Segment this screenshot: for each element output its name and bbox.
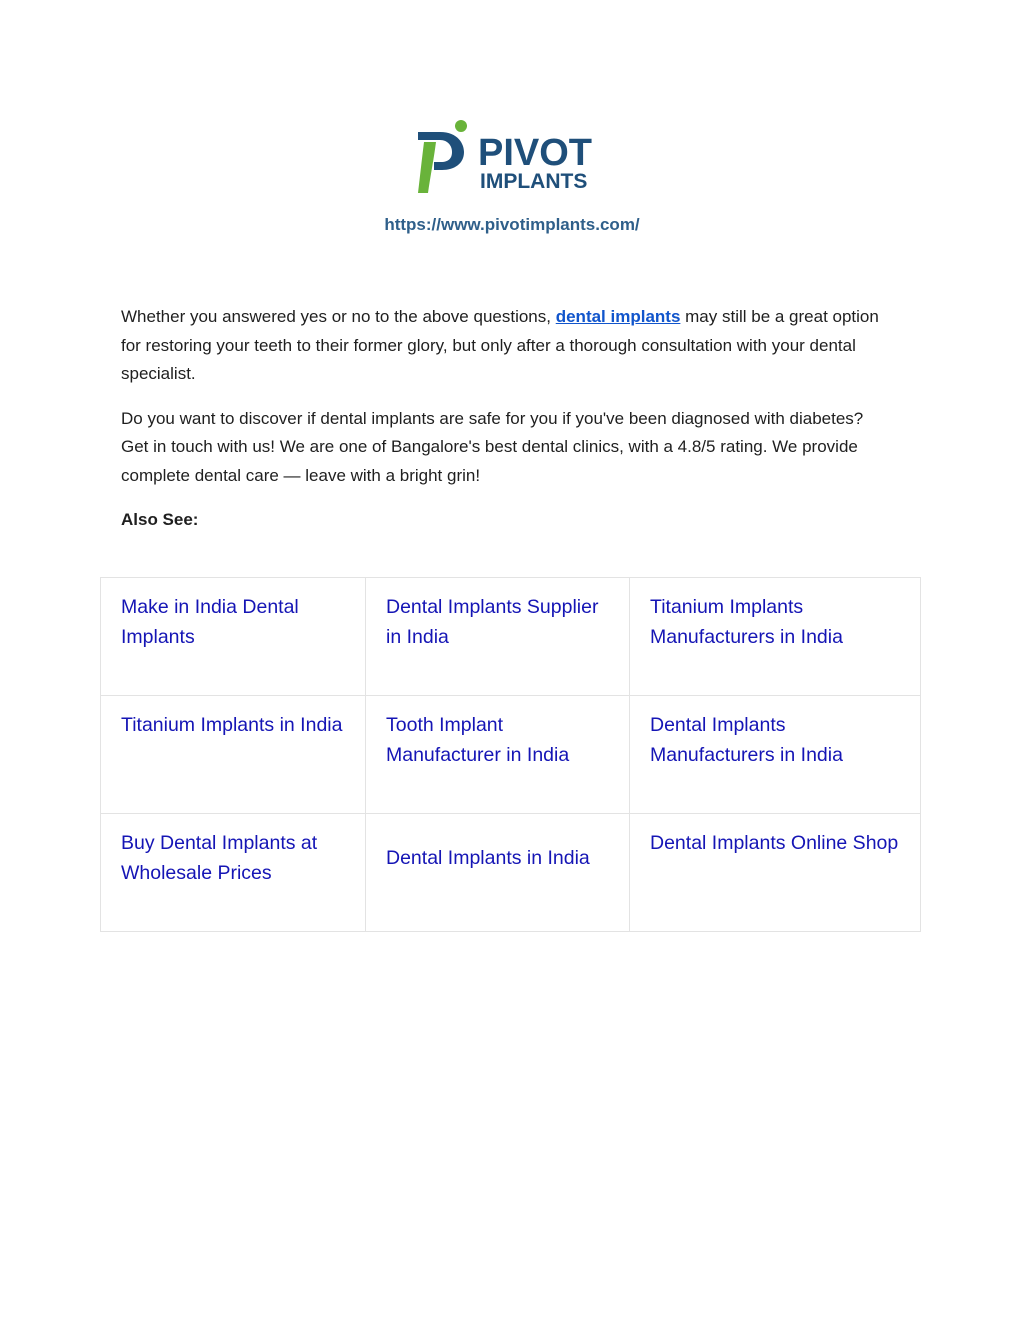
table-cell <box>101 814 366 932</box>
site-url-link[interactable]: https://www.pivotimplants.com/ <box>384 215 640 234</box>
article-body <box>121 303 891 551</box>
link-titanium-implants-manufacturers-in-india[interactable]: Titanium Implants Manufacturers in India <box>650 596 843 648</box>
table-row <box>101 814 921 932</box>
table-cell <box>101 578 366 696</box>
logo-line-pivot: PIVOT <box>478 132 593 174</box>
also-see-links-table <box>100 577 921 932</box>
link-titanium-implants-in-india[interactable]: Titanium Implants in India <box>121 714 343 736</box>
table-cell <box>366 578 630 696</box>
logo-line-implants: IMPLANTS <box>480 170 588 193</box>
table-cell <box>366 814 630 932</box>
pivot-implants-logo <box>414 118 614 198</box>
dental-implants-link[interactable]: dental implants <box>555 307 681 326</box>
table-cell <box>101 696 366 814</box>
link-make-in-india-dental-implants[interactable]: Make in India Dental Implants <box>121 596 299 648</box>
link-buy-dental-implants-wholesale[interactable]: Buy Dental Implants at Wholesale Prices <box>121 832 318 884</box>
table-cell <box>366 696 630 814</box>
table-cell <box>630 696 921 814</box>
table-row <box>101 578 921 696</box>
paragraph-2: Do you want to discover if dental implants are safe for you if you've been diagnosed with diabetes? Get in touch with us! We are one of Bangalore's best dental clinics, with a 4.8/5 rating. We provide complete dental care — leave with a bright grin! <box>121 408 864 485</box>
link-dental-implants-in-india[interactable]: Dental Implants in India <box>386 847 590 869</box>
table-cell <box>630 814 921 932</box>
link-dental-implants-online-shop[interactable]: Dental Implants Online Shop <box>650 832 899 854</box>
table-row <box>101 696 921 814</box>
also-see-heading: Also See: <box>121 510 199 529</box>
link-tooth-implant-manufacturer-in-india[interactable]: Tooth Implant Manufacturer in India <box>386 714 570 766</box>
table-cell <box>630 578 921 696</box>
link-dental-implants-manufacturers-in-india[interactable]: Dental Implants Manufacturers in India <box>650 714 843 766</box>
link-dental-implants-supplier-in-india[interactable]: Dental Implants Supplier in India <box>386 596 599 648</box>
paragraph-1: Whether you answered yes or no to the above questions, dental implants may still be a great option for restoring your teeth to their former glory, but only after a thorough consultation with your dental specialist. <box>121 307 879 383</box>
